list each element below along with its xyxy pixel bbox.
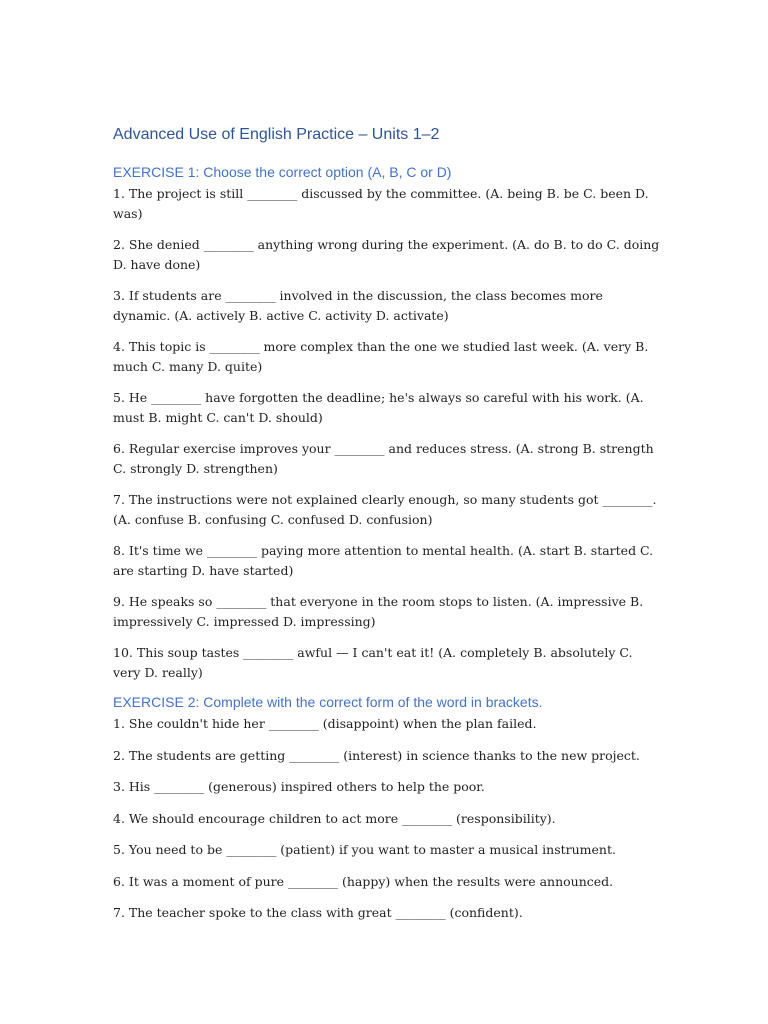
- exercise-2-item: 4. We should encourage children to act more ________ (responsibility).: [113, 810, 556, 826]
- exercise-1-item: 5. He ________ have forgotten the deadline; he's always so careful with his work. (A. must B. might C. can't D. should): [113, 390, 644, 425]
- exercise-1-item: 1. The project is still ________ discussed by the committee. (A. being B. be C. been D. was): [113, 186, 649, 221]
- exercise-1-item: 6. Regular exercise improves your ________ and reduces stress. (A. strong B. strength C. strongly D. strengthen): [113, 441, 654, 476]
- exercise-1-item: 9. He speaks so ________ that everyone in the room stops to listen. (A. impressive B. impressively C. impressed D. impressing): [113, 594, 644, 629]
- exercise-2-item: 7. The teacher spoke to the class with great ________ (confident).: [113, 905, 523, 920]
- document-title: Advanced Use of English Practice – Units 1–2: [113, 126, 440, 143]
- exercise-2-item: 2. The students are getting ________ (interest) in science thanks to the new project.: [113, 747, 640, 763]
- exercise-1-item: 10. This soup tastes ________ awful — I can't eat it! (A. completely B. absolutely C. very D. really): [113, 645, 633, 680]
- exercise-2-item: 6. It was a moment of pure ________ (happy) when the results were announced.: [113, 873, 614, 889]
- exercise-1-heading: EXERCISE 1: Choose the correct option (A, B, C or D): [113, 164, 452, 180]
- exercise-1-item: 7. The instructions were not explained clearly enough, so many students got ________. (A. confuse B. confusing C. confused D. confusion): [113, 492, 657, 527]
- exercise-1-item: 4. This topic is ________ more complex than the one we studied last week. (A. very B. much C. many D. quite): [113, 339, 649, 374]
- exercise-2-item: 5. You need to be ________ (patient) if you want to master a musical instrument.: [113, 842, 616, 857]
- document-page: [113, 124, 661, 935]
- exercise-2-item: 3. His ________ (generous) inspired others to help the poor.: [113, 779, 485, 794]
- exercise-2-heading: EXERCISE 2: Complete with the correct form of the word in brackets.: [113, 694, 543, 710]
- exercise-1-item: 3. If students are ________ involved in the discussion, the class becomes more dynamic. (A. actively B. active C. activity D. activate): [113, 288, 603, 323]
- exercise-2-section: [113, 692, 661, 923]
- exercise-1-section: [113, 162, 661, 682]
- exercise-1-item: 8. It's time we ________ paying more attention to mental health. (A. start B. started C. are starting D. have started): [113, 543, 654, 578]
- exercise-2-item: 1. She couldn't hide her ________ (disappoint) when the plan failed.: [113, 716, 537, 731]
- exercise-1-item: 2. She denied ________ anything wrong during the experiment. (A. do B. to do C. doing D. have done): [113, 237, 660, 272]
